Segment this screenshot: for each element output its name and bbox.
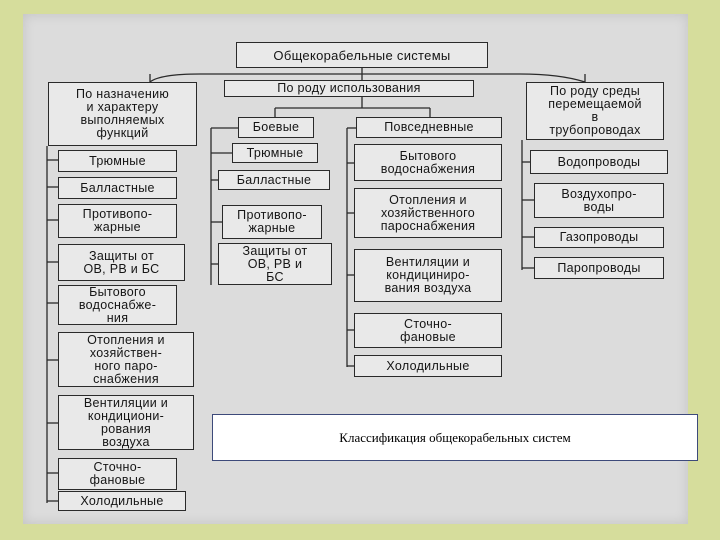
col1-item: Балластные (58, 177, 177, 199)
povsednevnye-item: Холодильные (354, 355, 502, 377)
group-boevye-title: Боевые (238, 117, 314, 138)
col1-item: Бытового водоснабже- ния (58, 285, 177, 325)
root-node: Общекорабельные системы (236, 42, 488, 68)
group-povsednevnye-title: Повседневные (356, 117, 502, 138)
povsednevnye-item: Сточно- фановые (354, 313, 502, 348)
col1-item: Холодильные (58, 491, 186, 511)
col3-item: Водопроводы (530, 150, 668, 174)
boevye-item: Защиты от ОВ, РВ и БС (218, 243, 332, 285)
figure-caption: Классификация общекорабельных систем (212, 414, 698, 461)
col1-item: Защиты от ОВ, РВ и БС (58, 244, 185, 281)
col1-item: Вентиляции и кондициони- рования воздуха (58, 395, 194, 450)
povsednevnye-item: Вентиляции и кондициниро- вания воздуха (354, 249, 502, 302)
col3-item: Воздухопро- воды (534, 183, 664, 218)
povsednevnye-item: Бытового водоснабжения (354, 144, 502, 181)
col2-title: По роду использования (224, 80, 474, 97)
col1-item: Отопления и хозяйствен- ного паро- снабжения (58, 332, 194, 387)
povsednevnye-item: Отопления и хозяйственного пароснабжения (354, 188, 502, 238)
col1-item: Сточно- фановые (58, 458, 177, 490)
boevye-item: Трюмные (232, 143, 318, 163)
col3-item: Паропроводы (534, 257, 664, 279)
col3-item: Газопроводы (534, 227, 664, 248)
col1-item: Трюмные (58, 150, 177, 172)
col1-item: Противопо- жарные (58, 204, 177, 238)
boevye-item: Противопо- жарные (222, 205, 322, 239)
col1-title: По назначению и характеру выполняемых функций (48, 82, 197, 146)
boevye-item: Балластные (218, 170, 330, 190)
col3-title: По роду среды перемещаемой в трубопроводах (526, 82, 664, 140)
